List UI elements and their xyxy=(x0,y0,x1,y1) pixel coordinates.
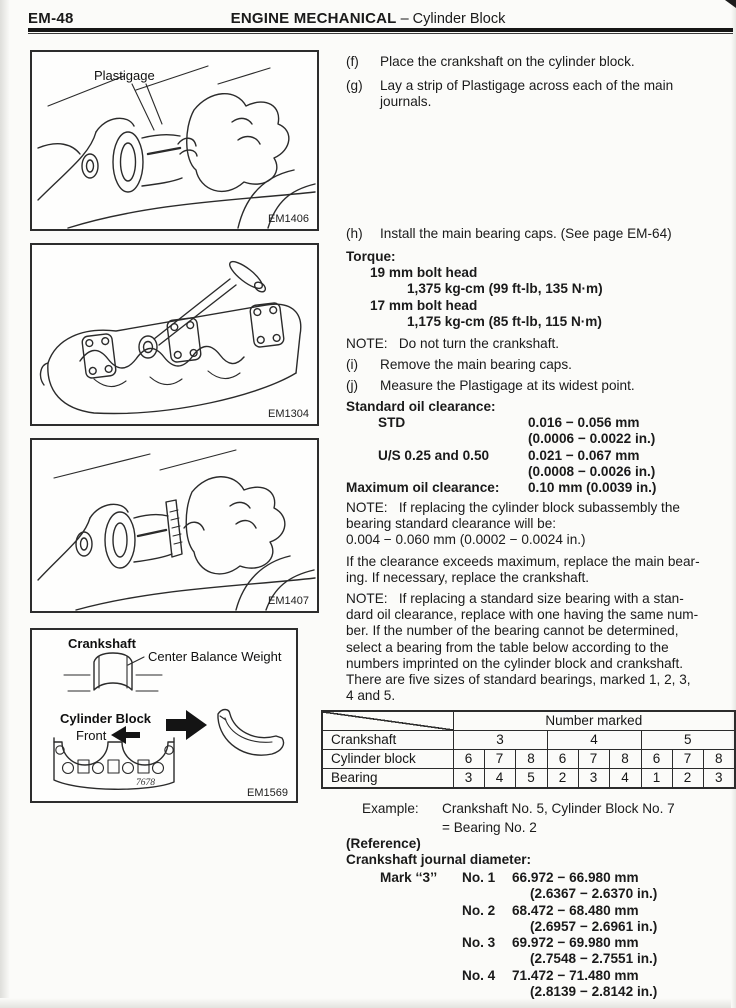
cell: 6 xyxy=(547,750,578,769)
journal-row xyxy=(462,968,657,1001)
step-text: Remove the main bearing caps. xyxy=(380,357,572,372)
front-direction-arrow xyxy=(111,726,140,744)
journal-diameter-rows xyxy=(462,870,657,1000)
figure-plastigage-measure xyxy=(30,438,319,613)
step-g xyxy=(346,78,736,110)
header-rule xyxy=(28,28,733,34)
step-i xyxy=(346,357,736,373)
row-label: Bearing xyxy=(322,769,453,789)
cell: 6 xyxy=(453,750,484,769)
clearance-mm: 0.016 − 0.056 mm xyxy=(528,415,640,431)
oil-clearance-spec xyxy=(346,399,718,496)
figure-code: EM1407 xyxy=(268,595,309,607)
section-title: ENGINE MECHANICAL xyxy=(230,10,397,27)
clearance-in: (0.0006 − 0.0022 in.) xyxy=(528,431,656,447)
torque-heading: Torque: xyxy=(346,249,396,264)
plastigage-placement-drawing xyxy=(32,52,317,229)
note-bearing-selection: NOTE: If replacing a standard size bearing with a stan- dard oil clearance, replace with one having the same num- ber. If the number of the bearing cannot be determined, select a bearing from the table below according to the numbers imprinted on the cylinder block and crankshaft. There are five sizes of standard bearings, marked 1, 2, 3, 4 and 5. xyxy=(346,591,699,704)
crankshaft-label: Crankshaft xyxy=(68,636,136,651)
cell: 3 xyxy=(578,769,609,789)
scan-edge-left xyxy=(0,0,10,1008)
step-text: Measure the Plastigage at its widest point. xyxy=(380,378,635,393)
clearance-row-std xyxy=(346,415,718,447)
table-row-cylinder-block xyxy=(322,750,735,769)
example-text: Crankshaft No. 5, Cylinder Block No. 7 = Bearing No. 2 xyxy=(442,801,675,835)
crankshaft-group: 4 xyxy=(547,731,641,750)
plastigage-callout-label: Plastigage xyxy=(94,68,155,83)
journal-diameter-heading: Crankshaft journal diameter: xyxy=(346,852,532,867)
clearance-heading: Standard oil clearance: xyxy=(346,399,496,414)
table-row-crankshaft xyxy=(322,731,735,750)
note-subassembly: NOTE: If replacing the cylinder block subassembly the bearing standard clearance will be: 0.004 − 0.060 mm (0.0002 − 0.0024 in.) xyxy=(346,500,680,548)
row-label: Crankshaft xyxy=(322,731,453,750)
step-id: (i) xyxy=(346,357,359,372)
torque-item-value: 1,175 kg-cm (85 ft-lb, 115 N·m) xyxy=(407,313,602,329)
step-id: (g) xyxy=(346,78,363,93)
cell: 8 xyxy=(609,750,641,769)
journal-in: (2.8139 − 2.8142 in.) xyxy=(530,984,658,1000)
cylinder-block-label: Cylinder Block xyxy=(60,711,152,726)
journal-mm: 69.972 − 69.980 mm xyxy=(512,935,639,951)
center-balance-weight-label: Center Balance Weight xyxy=(148,649,282,664)
step-id: (f) xyxy=(346,54,359,69)
cell: 2 xyxy=(547,769,578,789)
figure-plastigage-placement xyxy=(30,50,319,231)
table-header: Number marked xyxy=(453,711,735,731)
step-id: (h) xyxy=(346,226,363,241)
journal-mm: 66.972 − 66.980 mm xyxy=(512,870,639,885)
clearance-mm: 0.021 − 0.067 mm xyxy=(528,447,640,463)
figure-code: EM1406 xyxy=(268,213,309,225)
torque-spec xyxy=(346,249,718,330)
cell: 7 xyxy=(578,750,609,769)
figure-bearing-cap-torque xyxy=(30,243,319,426)
journal-no: No. 2 xyxy=(462,902,496,918)
assembly-direction-arrow xyxy=(166,710,207,740)
plastigage-measure-drawing xyxy=(32,440,317,611)
mark-label: Mark ‘‘3’’ xyxy=(380,870,438,885)
figure-part-number: 7678 xyxy=(136,778,155,788)
max-clearance-label: Maximum oil clearance: xyxy=(346,480,500,496)
page-number: EM-48 xyxy=(28,10,74,27)
crankshaft-group: 5 xyxy=(641,731,735,750)
page-title xyxy=(0,10,736,27)
figure-code: EM1304 xyxy=(268,408,309,420)
journal-mm: 68.472 − 68.480 mm xyxy=(512,902,639,918)
figure-bearing-orientation xyxy=(30,628,298,803)
scan-edge-right xyxy=(731,0,736,1008)
front-label: Front xyxy=(76,728,107,743)
note-do-not-turn: NOTE: Do not turn the crankshaft. xyxy=(346,336,560,351)
cell: 7 xyxy=(484,750,515,769)
step-id: (j) xyxy=(346,378,359,393)
cell: 7 xyxy=(672,750,703,769)
clearance-label: STD xyxy=(378,415,406,431)
table-header-row xyxy=(322,711,735,731)
step-text: Lay a strip of Plastigage across each of the main journals. xyxy=(380,78,674,110)
journal-row xyxy=(462,935,657,968)
row-label: Cylinder block xyxy=(322,750,453,769)
step-f xyxy=(346,54,736,70)
paragraph-exceeds-maximum: If the clearance exceeds maximum, replace the main bear- ing. If necessary, replace the crankshaft. xyxy=(346,554,700,586)
cell: 5 xyxy=(515,769,547,789)
torque-item-value: 1,375 kg-cm (99 ft-lb, 135 N·m) xyxy=(407,281,603,297)
step-j xyxy=(346,378,736,394)
step-h xyxy=(346,226,736,242)
cell: 3 xyxy=(703,769,735,789)
journal-row xyxy=(462,870,657,903)
clearance-label: U/S 0.25 and 0.50 xyxy=(378,447,490,463)
clearance-in: (0.0008 − 0.0026 in.) xyxy=(528,463,656,479)
table-corner-cell xyxy=(322,711,453,731)
example-label: Example: xyxy=(362,801,419,816)
journal-in: (2.7548 − 2.7551 in.) xyxy=(530,951,658,967)
cell: 6 xyxy=(641,750,672,769)
example-block xyxy=(362,800,675,837)
journal-mm: 71.472 − 71.480 mm xyxy=(512,967,639,983)
step-text: Install the main bearing caps. (See page EM-64) xyxy=(380,226,672,241)
bearing-selection-table xyxy=(321,710,736,789)
journal-no: No. 1 xyxy=(462,870,496,885)
cell: 4 xyxy=(609,769,641,789)
step-text: Place the crankshaft on the cylinder block. xyxy=(380,54,635,69)
crankshaft-group: 3 xyxy=(453,731,547,750)
bearing-cap-torque-drawing xyxy=(32,245,317,424)
journal-in: (2.6367 − 2.6370 in.) xyxy=(530,886,658,902)
cell: 8 xyxy=(703,750,735,769)
cell: 3 xyxy=(453,769,484,789)
reference-heading: (Reference) xyxy=(346,836,421,851)
bearing-orientation-drawing xyxy=(32,630,296,801)
journal-row xyxy=(462,903,657,936)
torque-item-head: 17 mm bolt head xyxy=(370,297,478,313)
cell: 2 xyxy=(672,769,703,789)
journal-in: (2.6957 − 2.6961 in.) xyxy=(530,918,658,934)
max-clearance-value: 0.10 mm (0.0039 in.) xyxy=(528,480,657,496)
clearance-row-us xyxy=(346,448,718,480)
figure-code: EM1569 xyxy=(247,787,288,799)
table-row-bearing xyxy=(322,769,735,789)
subsection-title: – Cylinder Block xyxy=(396,11,506,27)
clearance-row-max xyxy=(346,480,718,496)
journal-no: No. 4 xyxy=(462,967,496,983)
journal-no: No. 3 xyxy=(462,935,496,951)
cell: 1 xyxy=(641,769,672,789)
torque-item-head: 19 mm bolt head xyxy=(370,265,478,281)
cell: 4 xyxy=(484,769,515,789)
cell: 8 xyxy=(515,750,547,769)
